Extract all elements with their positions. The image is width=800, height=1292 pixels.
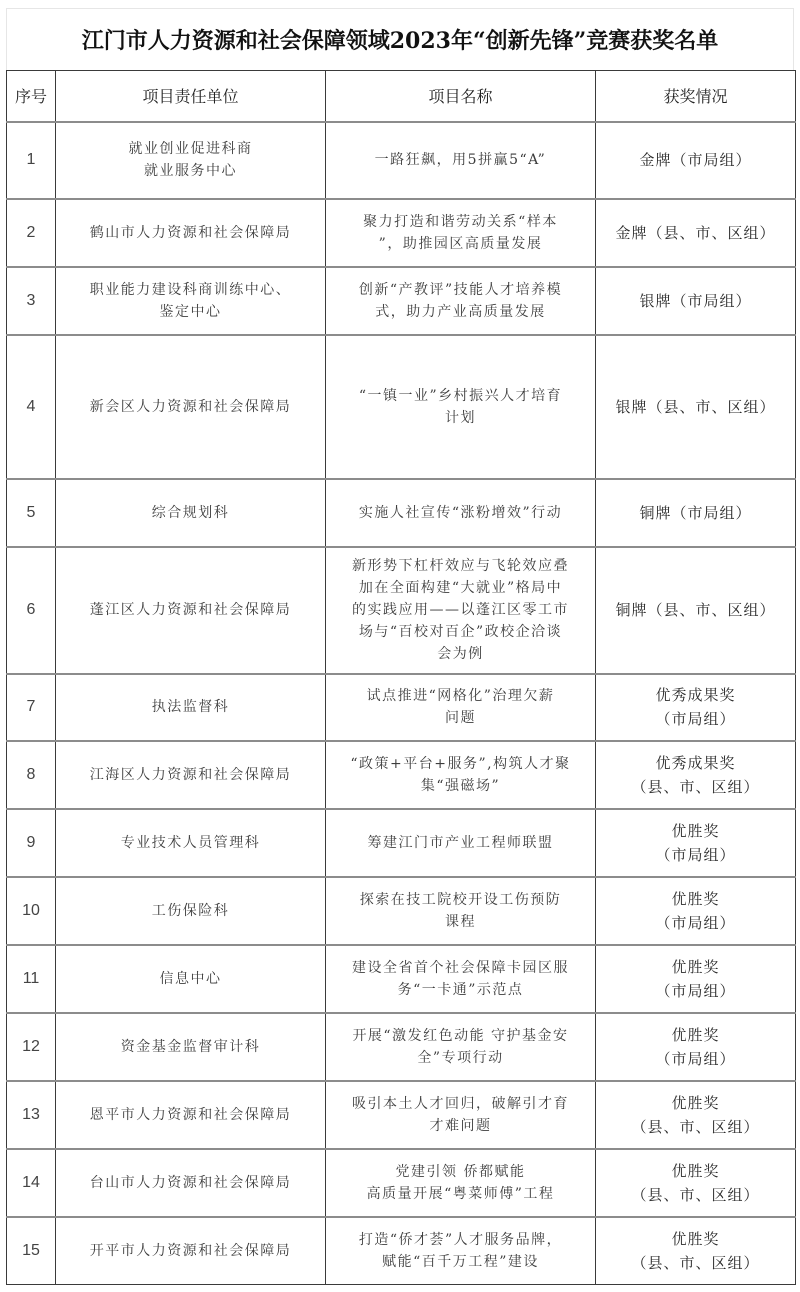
row-award <box>596 1149 796 1217</box>
table-row <box>7 547 796 674</box>
project-line: 才难问题 <box>429 1117 492 1134</box>
row-index: 8 <box>7 741 56 809</box>
award-line: （县、市、区组） <box>631 1253 760 1272</box>
row-index: 4 <box>7 335 56 479</box>
row-award <box>596 1013 796 1081</box>
row-award <box>596 809 796 877</box>
project-line: “一镇一业”乡村振兴人才培育 <box>358 387 563 404</box>
row-award <box>596 267 796 335</box>
award-line: 优胜奖 <box>671 1229 720 1248</box>
table-row <box>7 741 796 809</box>
unit-line: 鉴定中心 <box>159 303 222 320</box>
award-line: 银牌（市局组） <box>639 291 752 310</box>
row-responsible-unit <box>56 809 326 877</box>
row-award <box>596 479 796 547</box>
project-line: 吸引本土人才回归，破解引才育 <box>352 1095 569 1112</box>
project-line: 赋能“百千万工程”建设 <box>382 1253 539 1270</box>
unit-line: 台山市人力资源和社会保障局 <box>89 1174 292 1191</box>
row-index: 15 <box>7 1217 56 1285</box>
row-project-name <box>326 1081 596 1149</box>
row-project-name <box>326 674 596 741</box>
row-award <box>596 674 796 741</box>
award-line: 金牌（市局组） <box>639 151 752 169</box>
award-line: （市局组） <box>655 710 736 728</box>
row-index: 1 <box>7 122 56 199</box>
row-project-name <box>326 741 596 809</box>
row-index: 11 <box>7 945 56 1013</box>
row-index: 13 <box>7 1081 56 1149</box>
row-responsible-unit <box>56 1013 326 1081</box>
award-line: 优胜奖 <box>671 889 720 908</box>
row-responsible-unit <box>56 479 326 547</box>
row-index: 6 <box>7 547 56 674</box>
award-line: （市局组） <box>655 1049 736 1068</box>
row-responsible-unit <box>56 1217 326 1285</box>
table-row <box>7 335 796 479</box>
header-index: 序号 <box>7 71 56 122</box>
award-line: 金牌（县、市、区组） <box>615 223 776 242</box>
row-project-name <box>326 809 596 877</box>
project-line: ”，助推园区高质量发展 <box>378 235 543 252</box>
header-unit: 项目责任单位 <box>56 71 326 122</box>
table-row <box>7 199 796 267</box>
row-responsible-unit <box>56 1081 326 1149</box>
row-project-name <box>326 877 596 945</box>
row-project-name <box>326 479 596 547</box>
award-line: （县、市、区组） <box>631 1117 760 1136</box>
project-line: 试点推进“网格化”治理欠薪 <box>366 688 555 704</box>
row-award <box>596 1081 796 1149</box>
project-line: 一路狂飙，用5拼赢5“A” <box>374 152 547 168</box>
row-award <box>596 1217 796 1285</box>
row-index: 5 <box>7 479 56 547</box>
table-row <box>7 267 796 335</box>
row-responsible-unit <box>56 674 326 741</box>
row-project-name <box>326 1217 596 1285</box>
row-index: 2 <box>7 199 56 267</box>
row-index: 14 <box>7 1149 56 1217</box>
award-line: 银牌（县、市、区组） <box>615 397 776 416</box>
unit-line: 鹤山市人力资源和社会保障局 <box>89 224 292 241</box>
award-line: （市局组） <box>655 981 736 1000</box>
unit-line: 资金基金监督审计科 <box>120 1038 261 1055</box>
row-award <box>596 122 796 199</box>
award-line: 优胜奖 <box>671 821 720 840</box>
document-title: 江门市人力资源和社会保障领域2023年“创新先锋”竞赛获奖名单 <box>6 8 794 70</box>
row-project-name <box>326 267 596 335</box>
awards-table <box>6 70 796 1285</box>
unit-line: 开平市人力资源和社会保障局 <box>89 1242 292 1259</box>
row-award <box>596 547 796 674</box>
project-line: 筹建江门市产业工程师联盟 <box>367 834 554 851</box>
award-line: （县、市、区组） <box>631 777 760 796</box>
row-index: 9 <box>7 809 56 877</box>
unit-line: 综合规划科 <box>151 504 230 521</box>
row-project-name <box>326 1013 596 1081</box>
table-row <box>7 674 796 741</box>
project-line: 党建引领 侨都赋能 <box>395 1163 526 1180</box>
header-project: 项目名称 <box>326 71 596 122</box>
unit-line: 职业能力建设科商训练中心、 <box>89 281 292 298</box>
row-award <box>596 741 796 809</box>
award-line: （市局组） <box>655 913 736 932</box>
project-line: 新形势下杠杆效应与飞轮效应叠 <box>352 558 569 574</box>
award-line: 优胜奖 <box>671 957 720 976</box>
row-project-name <box>326 945 596 1013</box>
row-project-name <box>326 122 596 199</box>
row-responsible-unit <box>56 741 326 809</box>
table-body <box>7 122 796 1285</box>
row-responsible-unit <box>56 547 326 674</box>
unit-line: 蓬江区人力资源和社会保障局 <box>89 602 292 618</box>
unit-line: 就业创业促进科商 <box>128 141 253 157</box>
unit-line: 信息中心 <box>159 970 222 987</box>
table-header <box>7 71 796 122</box>
row-award <box>596 945 796 1013</box>
row-award <box>596 335 796 479</box>
row-responsible-unit <box>56 335 326 479</box>
project-line: 会为例 <box>437 646 484 662</box>
project-line: “政策+平台+服务”,构筑人才聚 <box>350 755 571 772</box>
project-line: 创新“产教评”技能人才培养模 <box>358 281 563 298</box>
row-index: 10 <box>7 877 56 945</box>
project-line: 场与“百校对百企”政校企洽谈 <box>358 624 563 640</box>
project-line: 全”专项行动 <box>417 1049 504 1066</box>
row-project-name <box>326 547 596 674</box>
row-project-name <box>326 1149 596 1217</box>
award-line: （县、市、区组） <box>631 1185 760 1204</box>
project-line: 计划 <box>445 409 476 426</box>
row-responsible-unit <box>56 267 326 335</box>
project-line: 式，助力产业高质量发展 <box>375 303 546 320</box>
award-line: 优胜奖 <box>671 1025 720 1044</box>
row-responsible-unit <box>56 122 326 199</box>
project-line: 课程 <box>445 913 476 930</box>
unit-line: 恩平市人力资源和社会保障局 <box>89 1106 292 1123</box>
unit-line: 就业服务中心 <box>144 163 237 179</box>
project-line: 集“强磁场” <box>420 777 501 794</box>
header-row <box>7 71 796 122</box>
award-line: 优胜奖 <box>671 1093 720 1112</box>
award-line: 优秀成果奖 <box>655 753 736 772</box>
table-row <box>7 945 796 1013</box>
table-row <box>7 1149 796 1217</box>
unit-line: 江海区人力资源和社会保障局 <box>89 766 292 783</box>
table-row <box>7 1013 796 1081</box>
header-award: 获奖情况 <box>596 71 796 122</box>
row-responsible-unit <box>56 1149 326 1217</box>
award-line: 优秀成果奖 <box>655 686 736 704</box>
row-project-name <box>326 335 596 479</box>
row-index: 12 <box>7 1013 56 1081</box>
row-award <box>596 199 796 267</box>
table-row <box>7 877 796 945</box>
project-line: 探索在技工院校开设工伤预防 <box>359 891 562 908</box>
table-row <box>7 809 796 877</box>
row-project-name <box>326 199 596 267</box>
unit-line: 专业技术人员管理科 <box>120 834 261 851</box>
project-line: 加在全面构建“大就业”格局中 <box>358 580 563 596</box>
row-award <box>596 877 796 945</box>
row-responsible-unit <box>56 877 326 945</box>
project-line: 开展“激发红色动能 守护基金安 <box>352 1027 569 1044</box>
project-line: 实施人社宣传“涨粉增效”行动 <box>358 504 563 521</box>
row-index: 3 <box>7 267 56 335</box>
award-line: 铜牌（市局组） <box>639 503 752 522</box>
table-row <box>7 479 796 547</box>
table-row <box>7 1081 796 1149</box>
project-line: 高质量开展“粤菜师傅”工程 <box>366 1185 555 1202</box>
project-line: 的实践应用——以蓬江区零工市 <box>352 602 569 618</box>
table-row <box>7 1217 796 1285</box>
table-row <box>7 122 796 199</box>
unit-line: 新会区人力资源和社会保障局 <box>89 398 292 415</box>
project-line: 建设全省首个社会保障卡园区服 <box>352 959 569 976</box>
row-index: 7 <box>7 674 56 741</box>
row-responsible-unit <box>56 945 326 1013</box>
project-line: 问题 <box>445 710 476 726</box>
award-line: （市局组） <box>655 845 736 864</box>
row-responsible-unit <box>56 199 326 267</box>
unit-line: 执法监督科 <box>151 699 230 715</box>
unit-line: 工伤保险科 <box>151 902 230 919</box>
award-line: 铜牌（县、市、区组） <box>615 601 776 619</box>
project-line: 打造“侨才荟”人才服务品牌， <box>358 1231 563 1248</box>
project-line: 务“一卡通”示范点 <box>397 981 524 998</box>
award-line: 优胜奖 <box>671 1161 720 1180</box>
project-line: 聚力打造和谐劳动关系“样本 <box>363 213 558 230</box>
